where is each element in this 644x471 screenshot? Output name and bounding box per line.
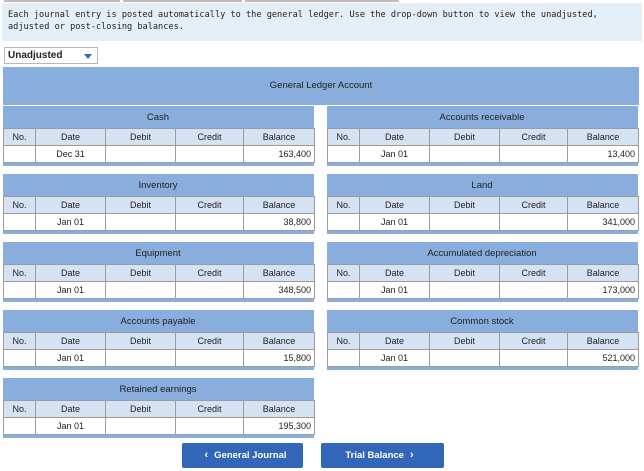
cell-no[interactable] xyxy=(4,282,36,299)
column-header-credit: Credit xyxy=(176,265,244,282)
cell-credit[interactable] xyxy=(500,282,568,299)
ledger-account-common-stock xyxy=(327,310,638,370)
account-title: Retained earnings xyxy=(119,384,197,395)
column-header-no: No. xyxy=(328,129,360,146)
column-header-balance: Balance xyxy=(244,129,315,146)
column-header-no: No. xyxy=(4,333,36,350)
column-header-credit: Credit xyxy=(500,129,568,146)
cell-balance[interactable]: 163,400 xyxy=(244,146,315,163)
cell-date: Jan 01 xyxy=(36,282,106,299)
cell-credit[interactable] xyxy=(176,350,244,367)
cell-credit[interactable] xyxy=(176,282,244,299)
column-header-date: Date xyxy=(36,197,106,214)
column-header-debit: Debit xyxy=(430,265,500,282)
cell-no[interactable] xyxy=(4,350,36,367)
cell-credit[interactable] xyxy=(176,418,244,435)
column-header-balance: Balance xyxy=(244,197,315,214)
column-header-credit: Credit xyxy=(176,197,244,214)
cell-debit[interactable] xyxy=(106,282,176,299)
cell-debit[interactable] xyxy=(430,214,500,231)
column-header-debit: Debit xyxy=(106,265,176,282)
cell-debit[interactable] xyxy=(106,146,176,163)
column-header-credit: Credit xyxy=(176,401,244,418)
cell-debit[interactable] xyxy=(430,282,500,299)
cell-date: Jan 01 xyxy=(360,146,430,163)
cell-no[interactable] xyxy=(4,146,36,163)
account-table xyxy=(3,264,315,299)
cell-balance[interactable]: 15,800 xyxy=(244,350,315,367)
general-journal-button[interactable] xyxy=(182,443,303,468)
cell-balance[interactable]: 195,300 xyxy=(244,418,315,435)
column-header-balance: Balance xyxy=(568,129,639,146)
column-header-no: No. xyxy=(4,197,36,214)
column-header-debit: Debit xyxy=(430,129,500,146)
ledger-account-accounts-receivable xyxy=(327,106,638,166)
account-table xyxy=(327,196,639,231)
cell-credit[interactable] xyxy=(500,214,568,231)
cell-debit[interactable] xyxy=(106,214,176,231)
account-table xyxy=(327,332,639,367)
account-title: Accumulated depreciation xyxy=(427,248,537,259)
cell-credit[interactable] xyxy=(500,350,568,367)
column-header-date: Date xyxy=(36,333,106,350)
balance-view-dropdown[interactable] xyxy=(4,47,98,64)
account-table xyxy=(3,196,315,231)
column-header-balance: Balance xyxy=(568,333,639,350)
cell-debit[interactable] xyxy=(430,146,500,163)
column-header-credit: Credit xyxy=(176,129,244,146)
cell-credit[interactable] xyxy=(500,146,568,163)
account-table xyxy=(327,264,639,299)
cell-date: Jan 01 xyxy=(360,214,430,231)
account-title: Accounts receivable xyxy=(439,112,525,123)
cell-date: Jan 01 xyxy=(36,214,106,231)
cell-debit[interactable] xyxy=(106,350,176,367)
account-title: Land xyxy=(471,180,493,191)
column-header-credit: Credit xyxy=(176,333,244,350)
column-header-no: No. xyxy=(4,129,36,146)
cell-debit[interactable] xyxy=(430,350,500,367)
account-title: Cash xyxy=(146,112,170,123)
ledger-account-accounts-payable xyxy=(3,310,314,370)
ledger-account-inventory xyxy=(3,174,314,234)
account-title: Inventory xyxy=(138,180,178,191)
cell-credit[interactable] xyxy=(176,146,244,163)
cell-balance[interactable]: 38,800 xyxy=(244,214,315,231)
column-header-debit: Debit xyxy=(106,401,176,418)
cell-balance[interactable]: 173,000 xyxy=(568,282,639,299)
general-journal-label: General Journal xyxy=(214,450,287,461)
cell-no[interactable] xyxy=(328,350,360,367)
cell-date: Jan 01 xyxy=(36,418,106,435)
column-header-credit: Credit xyxy=(500,265,568,282)
cell-no[interactable] xyxy=(4,214,36,231)
cell-date: Dec 31 xyxy=(36,146,106,163)
cell-no[interactable] xyxy=(328,146,360,163)
trial-balance-button[interactable] xyxy=(321,443,444,468)
account-table xyxy=(3,400,315,435)
cell-credit[interactable] xyxy=(176,214,244,231)
column-header-date: Date xyxy=(36,265,106,282)
chevron-down-icon[interactable] xyxy=(84,54,92,59)
column-header-date: Date xyxy=(36,401,106,418)
column-header-balance: Balance xyxy=(244,333,315,350)
cell-no[interactable] xyxy=(328,214,360,231)
column-header-date: Date xyxy=(360,129,430,146)
cell-balance[interactable]: 521,000 xyxy=(568,350,639,367)
column-header-no: No. xyxy=(4,265,36,282)
trial-balance-label: Trial Balance xyxy=(345,450,404,461)
column-header-debit: Debit xyxy=(106,129,176,146)
account-table xyxy=(327,128,639,163)
account-title: Equipment xyxy=(135,248,181,259)
account-table xyxy=(3,128,315,163)
column-header-date: Date xyxy=(36,129,106,146)
column-header-no: No. xyxy=(328,333,360,350)
column-header-debit: Debit xyxy=(106,197,176,214)
account-title: Common stock xyxy=(450,316,514,327)
column-header-date: Date xyxy=(360,197,430,214)
ledger-account-accumulated-depreciation xyxy=(327,242,638,302)
account-title: Accounts payable xyxy=(120,316,196,327)
chevron-left-icon: ‹ xyxy=(204,449,209,461)
cell-balance[interactable]: 13,400 xyxy=(568,146,639,163)
cell-no[interactable] xyxy=(4,418,36,435)
ledger-account-retained-earnings xyxy=(3,378,314,438)
column-header-credit: Credit xyxy=(500,333,568,350)
column-header-balance: Balance xyxy=(244,265,315,282)
cell-no[interactable] xyxy=(328,282,360,299)
account-table xyxy=(3,332,315,367)
cell-date: Jan 01 xyxy=(36,350,106,367)
column-header-date: Date xyxy=(360,333,430,350)
column-header-debit: Debit xyxy=(430,197,500,214)
column-header-debit: Debit xyxy=(430,333,500,350)
cell-balance[interactable]: 348,500 xyxy=(244,282,315,299)
column-header-no: No. xyxy=(4,401,36,418)
column-header-balance: Balance xyxy=(244,401,315,418)
dropdown-selected-value: Unadjusted xyxy=(8,50,63,61)
column-header-date: Date xyxy=(360,265,430,282)
ledger-account-equipment xyxy=(3,242,314,302)
column-header-debit: Debit xyxy=(106,333,176,350)
cell-date: Jan 01 xyxy=(360,282,430,299)
chevron-right-icon: › xyxy=(409,449,414,461)
cell-date: Jan 01 xyxy=(360,350,430,367)
ledger-account-land xyxy=(327,174,638,234)
column-header-no: No. xyxy=(328,197,360,214)
ledger-account-cash xyxy=(3,106,314,166)
column-header-balance: Balance xyxy=(568,265,639,282)
ledger-title: General Ledger Account xyxy=(3,67,639,105)
cell-debit[interactable] xyxy=(106,418,176,435)
column-header-credit: Credit xyxy=(500,197,568,214)
instructions-text: Each journal entry is posted automatically to the general ledger. Use the drop-down button to view the unadjusted, adjusted or post-closing balances. xyxy=(2,3,642,41)
cell-balance[interactable]: 341,000 xyxy=(568,214,639,231)
column-header-balance: Balance xyxy=(568,197,639,214)
column-header-no: No. xyxy=(328,265,360,282)
